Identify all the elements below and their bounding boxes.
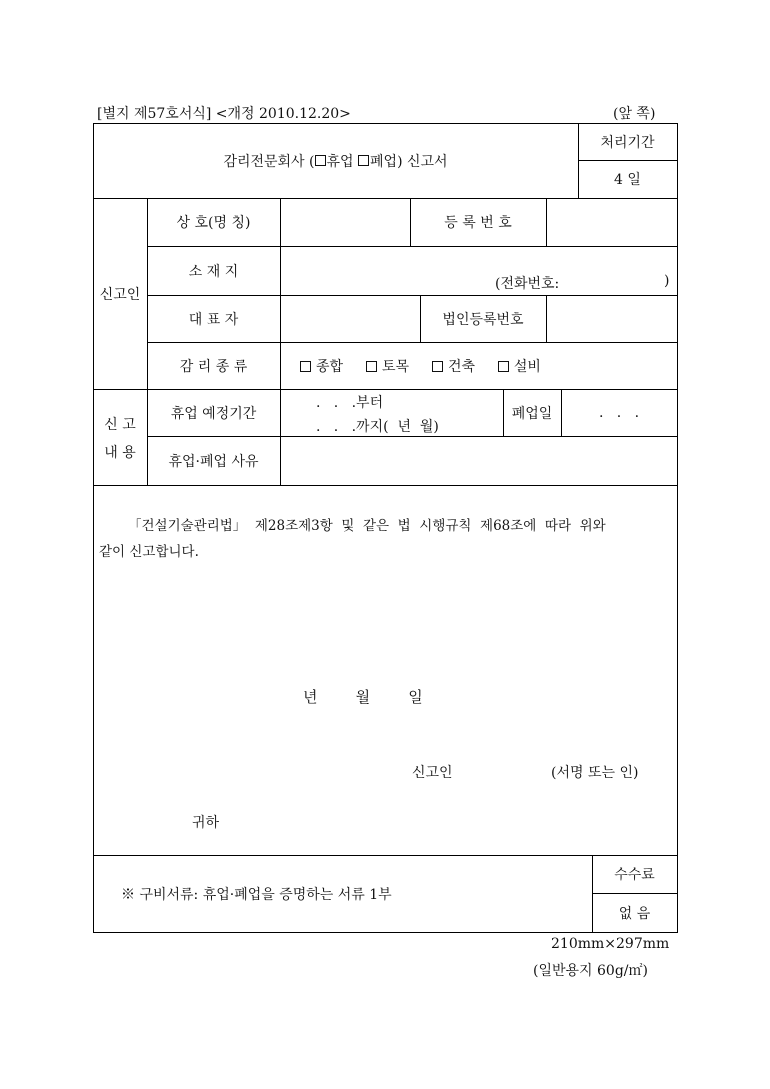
- address-label: 소 재 지: [188, 263, 239, 280]
- phone-close: ): [664, 273, 670, 289]
- type-option-building[interactable]: 건축: [432, 359, 475, 375]
- paper-size: 210mm×297mm: [551, 936, 670, 952]
- form-title: [93, 123, 578, 198]
- registration-number-label: 등 록 번 호: [444, 215, 512, 231]
- content-section-label-2: 내 용: [104, 445, 136, 461]
- statement-line-2: 같이 신고합니다.: [99, 544, 199, 560]
- content-section-label-1: 신 고: [104, 417, 136, 433]
- processing-period-label: 처리기간: [600, 134, 655, 151]
- address-field[interactable]: [280, 246, 677, 295]
- processing-period-value: 4 일: [614, 172, 641, 188]
- title-option-suspend: 휴업: [326, 153, 354, 170]
- representative-field[interactable]: [280, 295, 420, 342]
- frame-bottom: [93, 932, 678, 933]
- closure-date-label: 폐업일: [511, 405, 553, 422]
- business-name-field[interactable]: [280, 198, 410, 246]
- fee-label: 수수료: [614, 867, 655, 883]
- applicant-section-label: 신고인: [99, 286, 141, 303]
- corporate-registration-field[interactable]: [546, 295, 677, 342]
- paper-type: (일반용지 60g/㎡): [533, 963, 648, 979]
- phone-label: (전화번호:: [495, 276, 560, 292]
- signer-label: 신고인: [412, 765, 453, 781]
- type-option-facility[interactable]: 설비: [498, 359, 541, 375]
- type-option-civil[interactable]: 토목: [366, 359, 409, 375]
- business-name-label: 상 호(명 칭): [176, 215, 251, 231]
- title-option-close: 폐업: [370, 153, 398, 170]
- representative-label: 대 표 자: [188, 311, 239, 328]
- registration-number-field[interactable]: [546, 198, 677, 246]
- form-number: [별지 제57호서식] <개정 2010.12.20>: [97, 106, 351, 122]
- signature-note[interactable]: (서명 또는 인): [551, 765, 639, 781]
- type-option-general[interactable]: 종합: [300, 359, 343, 375]
- title-suffix: ) 신고서: [397, 153, 448, 170]
- required-documents: ※ 구비서류: 휴업·폐업을 증명하는 서류 1부: [121, 887, 392, 903]
- closure-date-field[interactable]: . . .: [598, 404, 640, 421]
- checkbox-suspend[interactable]: [315, 155, 326, 166]
- supervision-type-options: [300, 356, 541, 376]
- title-prefix: 감리전문회사 (: [223, 153, 315, 170]
- checkbox-icon[interactable]: [300, 361, 311, 372]
- supervision-type-label: 감 리 종 류: [179, 358, 248, 375]
- suspension-to[interactable]: . . .까지( 년 월): [316, 419, 439, 435]
- reason-label: 휴업·폐업 사유: [168, 453, 259, 470]
- statement-line-1: 「건설기술관리법」 제28조제3항 및 같은 법 시행규칙 제68조에 따라 위와: [128, 518, 606, 534]
- addressee: 귀하: [192, 815, 220, 831]
- page-side: (앞 쪽): [613, 106, 656, 122]
- fee-value: 없 음: [618, 905, 651, 922]
- declaration-date[interactable]: 년 월 일: [303, 688, 423, 706]
- frame-right: [677, 123, 678, 932]
- checkbox-close[interactable]: [358, 155, 369, 166]
- checkbox-icon[interactable]: [432, 361, 443, 372]
- checkbox-icon[interactable]: [366, 361, 377, 372]
- reason-field[interactable]: [280, 436, 677, 485]
- corporate-registration-label: 법인등록번호: [442, 311, 524, 328]
- checkbox-icon[interactable]: [498, 361, 509, 372]
- suspension-period-label: 휴업 예정기간: [170, 405, 257, 422]
- suspension-from[interactable]: . . .부터: [316, 395, 384, 411]
